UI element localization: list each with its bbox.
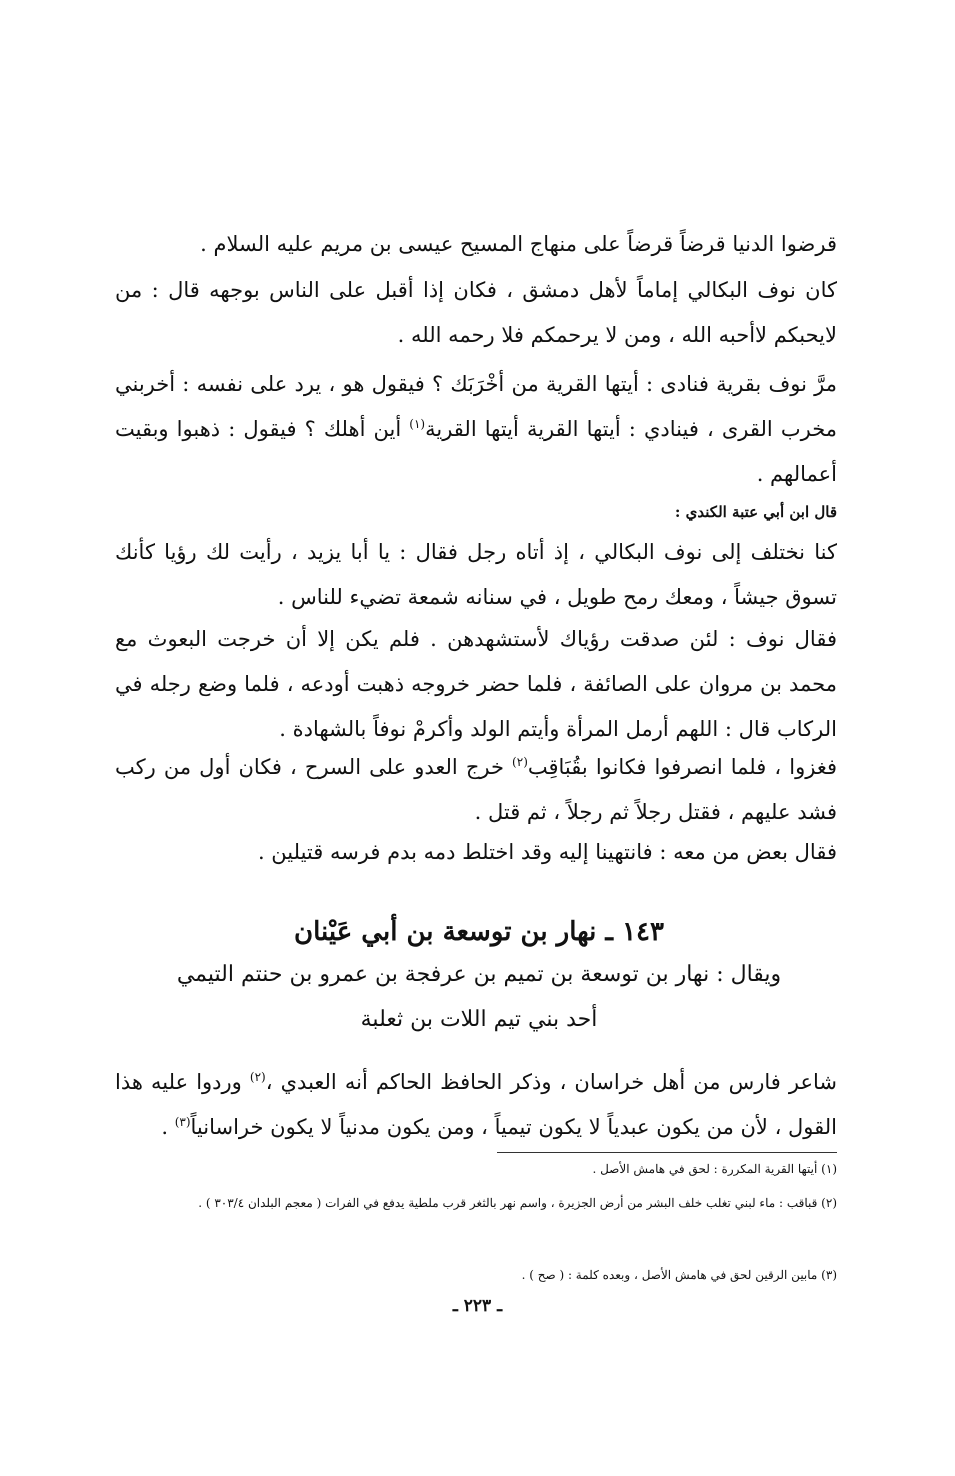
body-text: . [161,1115,175,1139]
narrator-line [115,500,837,524]
footnote-3: (٣) مابين الرقين لحق في هامش الأصل ، وبعده كلمة : ( صح ) . [521,1268,837,1282]
footnote-marker: (١) [409,417,426,431]
body-text: خرج العدو على السرح ، فكان أول من ركب فشد عليهم ، فقتل رجلاً ثم رجلاً ، ثم قتل . [115,755,837,824]
body-text: قرضوا الدنيا قرضاً قرضاً على منهاج المسيح عيسى بن مريم عليه السلام . [200,232,837,256]
section-title: ١٤٣ ـ نهار بن توسعة بن أبي عَيْنان [294,917,664,947]
footnote-marker: (٣) [174,1115,191,1129]
body-paragraph-3 [115,362,837,497]
body-text: كنا نختلف إلى نوف البكالي ، إذ أتاه رجل فقال : يا أبا يزيد ، رأيت لك رؤيا كأنك تسوق جيشاً ، ومعك رمح طويل ، في سنانه شمعة تضيء للناس . [115,540,837,609]
body-paragraph-4 [115,530,837,620]
section-paragraph [115,1060,837,1150]
body-text: شاعر فارس من أهل خراسان ، وذكر الحافظ الحاكم أنه العبدي ، [265,1070,837,1094]
footnote-divider [497,1152,837,1153]
body-text: كان نوف البكالي إماماً لأهل دمشق ، فكان إذا أقبل على الناس بوجهه قال : من لايحبكم لاأحبه الله ، ومن لا يرحمكم فلا رحمه الله . [115,278,837,347]
body-text: مرَّ نوف بقرية فنادى : أيتها القرية من أخْرَبَك ؟ فيقول هو ، يرد على نفسه : أخربني مخرب القرى ، فينادي : أيتها القرية أيتها القرية [115,372,837,441]
body-text: فغزوا ، فلما انصرفوا فكانوا بقُبَاقِب [527,755,837,779]
page-number: ـ ٢٢٣ ـ [452,1296,503,1316]
footnote-1: (١) أيتها القرية المكررة : لحق في هامش الأصل . [592,1162,837,1176]
narrator-text: قال ابن أبي عتبة الكندي : [674,503,837,521]
body-text: وردوا عليه هذا القول ، لأن من يكون عبدياً لا يكون تيمياً ، ومن يكون مدنياً لا يكون خراسانياً [115,1070,837,1139]
section-subtitle-2: أحد بني تيم اللات بن ثعلبة [360,1007,598,1032]
footnote-2: (٢) قباقب : ماء لبني تغلب خلف البشر من أرض الجزيرة ، واسم نهر بالثغر قرب ملطية يدفع في الفرات ( معجم البلدان ٣٠٣/٤ ) . [198,1196,837,1210]
body-text: فقال نوف : لئن صدقت رؤياك لأستشهدهن . فلم يكن إلا أن خرجت البعوث مع محمد بن مروان على الصائفة ، فلما حضر خروجه ذهبت أودعه ، فلما وضع رجله في الركاب قال : اللهم أرمل المرأة وأيتم الولد وأكرمْ نوفاً بالشهادة . [115,627,837,741]
footnote-marker: (٢) [512,755,528,769]
footnote-marker: (٢) [249,1070,266,1084]
body-paragraph-7 [115,830,837,875]
body-paragraph-5 [115,617,837,752]
body-text: أين أهلك ؟ فيقول : ذهبوا وبقيت أعمالهم . [115,417,837,486]
body-text: فقال بعض من معه : فانتهينا إليه وقد اختلط دمه بدم فرسه قتيلين . [257,840,837,864]
section-subtitle-1: ويقال : نهار بن توسعة بن تميم بن عرفجة بن عمرو بن حنتم التيمي [176,962,782,987]
body-paragraph-2 [115,268,837,358]
body-paragraph-1 [115,222,837,267]
body-paragraph-6 [115,745,837,835]
